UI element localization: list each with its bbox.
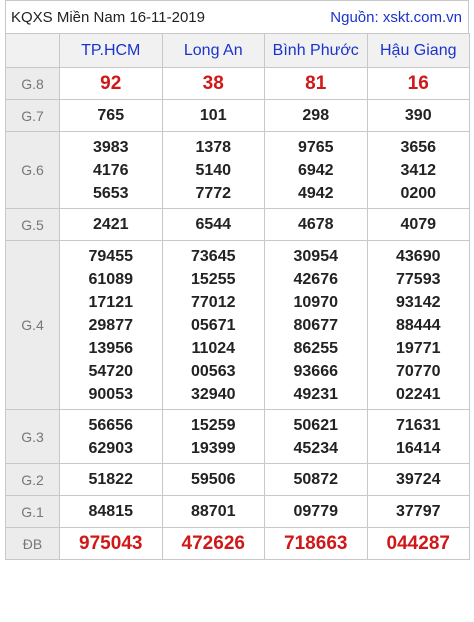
prize-cell xyxy=(162,410,265,464)
prize-number: 70770 xyxy=(396,362,441,380)
prize-number: 19771 xyxy=(396,339,441,357)
prize-number: 62903 xyxy=(88,439,133,457)
prize-row-g4 xyxy=(6,241,470,410)
prize-row-g3 xyxy=(6,410,470,464)
prize-number: 7772 xyxy=(195,184,232,202)
prize-number: 39724 xyxy=(396,471,441,488)
prize-number: 765 xyxy=(97,107,125,124)
prize-number: 5140 xyxy=(195,161,232,179)
prize-row-special xyxy=(6,528,470,560)
prize-cell xyxy=(162,209,265,241)
prize-label: G.7 xyxy=(6,100,60,132)
prize-number: 38 xyxy=(202,73,224,94)
prize-number: 15259 xyxy=(191,416,236,434)
prize-cell xyxy=(367,464,470,496)
prize-label: G.1 xyxy=(6,496,60,528)
prize-cell xyxy=(265,100,368,132)
prize-cell xyxy=(265,132,368,209)
prize-cell xyxy=(265,528,368,560)
prize-number: 02241 xyxy=(396,385,441,403)
prize-cell xyxy=(60,241,163,410)
prize-number: 59506 xyxy=(191,471,236,488)
prize-cell xyxy=(265,209,368,241)
prize-number: 50621 xyxy=(293,416,338,434)
prize-cell xyxy=(60,100,163,132)
prize-number: 472626 xyxy=(181,533,245,554)
province-header-long-an[interactable]: Long An xyxy=(162,34,265,68)
prize-number: 298 xyxy=(302,107,330,124)
prize-number: 50872 xyxy=(293,471,338,488)
prize-cell xyxy=(367,528,470,560)
prize-cell xyxy=(60,68,163,100)
prize-cell xyxy=(265,68,368,100)
prize-number: 101 xyxy=(199,107,227,124)
prize-label: G.6 xyxy=(6,132,60,209)
prize-number: 90053 xyxy=(88,385,133,403)
prize-cell xyxy=(60,132,163,209)
prize-label: G.2 xyxy=(6,464,60,496)
prize-number: 49231 xyxy=(293,385,338,403)
prize-number: 0200 xyxy=(400,184,437,202)
province-header-row xyxy=(6,34,470,68)
prize-label: ĐB xyxy=(6,528,60,560)
prize-cell xyxy=(265,464,368,496)
prize-cell xyxy=(162,241,265,410)
prize-number: 56656 xyxy=(88,416,133,434)
prize-number: 718663 xyxy=(284,533,348,554)
prize-number: 15255 xyxy=(191,270,236,288)
corner-cell xyxy=(6,34,60,68)
prize-number: 37797 xyxy=(396,503,441,520)
prize-number: 4678 xyxy=(297,216,334,233)
prize-number: 71631 xyxy=(396,416,441,434)
prize-cell xyxy=(367,68,470,100)
prize-cell xyxy=(162,528,265,560)
province-header-binh-phuoc[interactable]: Bình Phước xyxy=(265,34,368,68)
prize-number: 09779 xyxy=(293,503,338,520)
prize-cell xyxy=(367,496,470,528)
prize-number: 19399 xyxy=(191,439,236,457)
prize-number: 73645 xyxy=(191,247,236,265)
prize-number: 10970 xyxy=(293,293,338,311)
prize-cell xyxy=(60,528,163,560)
prize-number: 92 xyxy=(100,73,122,94)
prize-cell xyxy=(60,209,163,241)
prize-number: 51822 xyxy=(88,471,133,488)
prize-number: 88701 xyxy=(191,503,236,520)
prize-number: 32940 xyxy=(191,385,236,403)
prize-number: 30954 xyxy=(293,247,338,265)
prize-row-g2 xyxy=(6,464,470,496)
province-header-tphcm[interactable]: TP.HCM xyxy=(60,34,163,68)
prize-number: 2421 xyxy=(92,216,129,233)
prize-number: 43690 xyxy=(396,247,441,265)
prize-number: 93142 xyxy=(396,293,441,311)
prize-number: 88444 xyxy=(396,316,441,334)
prize-row-g8 xyxy=(6,68,470,100)
prize-number: 11024 xyxy=(191,339,236,357)
source-link[interactable]: Nguồn: xskt.com.vn xyxy=(330,8,462,26)
prize-number: 4942 xyxy=(297,184,334,202)
results-header xyxy=(5,0,469,33)
prize-number: 84815 xyxy=(88,503,133,520)
prize-label: G.8 xyxy=(6,68,60,100)
prize-number: 6544 xyxy=(195,216,232,233)
prize-number: 16 xyxy=(407,73,429,94)
prize-number: 05671 xyxy=(191,316,236,334)
prize-label: G.4 xyxy=(6,241,60,410)
prize-cell xyxy=(265,241,368,410)
prize-cell xyxy=(60,496,163,528)
prize-cell xyxy=(265,410,368,464)
prize-row-g7 xyxy=(6,100,470,132)
prize-number: 54720 xyxy=(88,362,133,380)
prize-cell xyxy=(162,464,265,496)
results-table xyxy=(5,33,470,560)
prize-number: 61089 xyxy=(88,270,133,288)
prize-number: 45234 xyxy=(293,439,338,457)
prize-number: 86255 xyxy=(293,339,338,357)
prize-number: 13956 xyxy=(88,339,133,357)
prize-number: 17121 xyxy=(88,293,133,311)
prize-cell xyxy=(162,100,265,132)
province-header-hau-giang[interactable]: Hậu Giang xyxy=(367,34,470,68)
prize-number: 975043 xyxy=(79,533,143,554)
prize-cell xyxy=(367,209,470,241)
page-title: KQXS Miền Nam 16-11-2019 xyxy=(11,8,205,26)
prize-row-g6 xyxy=(6,132,470,209)
prize-number: 00563 xyxy=(191,362,236,380)
prize-row-g1 xyxy=(6,496,470,528)
prize-cell xyxy=(367,100,470,132)
prize-cell xyxy=(265,496,368,528)
prize-cell xyxy=(60,410,163,464)
prize-label: G.5 xyxy=(6,209,60,241)
prize-number: 3412 xyxy=(400,161,437,179)
prize-number: 5653 xyxy=(92,184,129,202)
prize-number: 16414 xyxy=(396,439,441,457)
prize-cell xyxy=(367,241,470,410)
prize-number: 6942 xyxy=(297,161,334,179)
prize-row-g5 xyxy=(6,209,470,241)
prize-cell xyxy=(162,68,265,100)
prize-number: 4176 xyxy=(92,161,129,179)
prize-number: 42676 xyxy=(293,270,338,288)
prize-cell xyxy=(60,464,163,496)
prize-number: 79455 xyxy=(88,247,133,265)
prize-number: 93666 xyxy=(293,362,338,380)
prize-number: 390 xyxy=(404,107,432,124)
prize-number: 044287 xyxy=(386,533,450,554)
prize-number: 4079 xyxy=(400,216,437,233)
results-body xyxy=(6,68,470,560)
prize-number: 77593 xyxy=(396,270,441,288)
prize-number: 3656 xyxy=(400,138,437,156)
prize-number: 1378 xyxy=(195,138,232,156)
prize-number: 80677 xyxy=(293,316,338,334)
prize-number: 77012 xyxy=(191,293,236,311)
prize-cell xyxy=(162,132,265,209)
prize-number: 9765 xyxy=(297,138,334,156)
prize-cell xyxy=(367,410,470,464)
prize-label: G.3 xyxy=(6,410,60,464)
prize-number: 29877 xyxy=(88,316,133,334)
prize-number: 81 xyxy=(305,73,327,94)
prize-cell xyxy=(162,496,265,528)
results-card xyxy=(5,0,469,560)
prize-number: 3983 xyxy=(92,138,129,156)
prize-cell xyxy=(367,132,470,209)
